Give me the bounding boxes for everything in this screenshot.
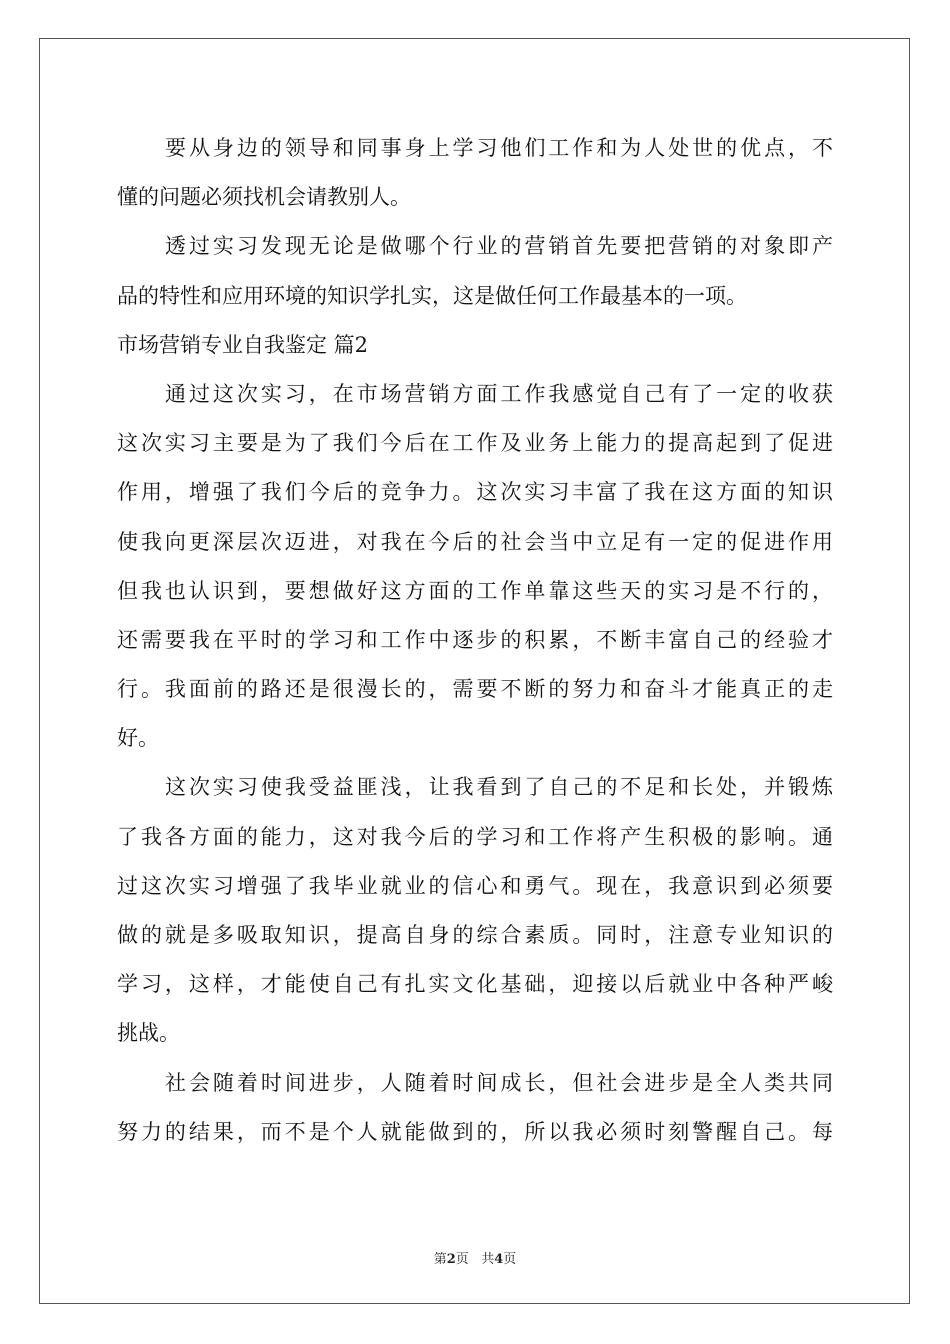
text-line: 努力的结果，而不是个人就能做到的，所以我必须时刻警醒自己。每 bbox=[117, 1119, 833, 1144]
text-line: 过这次实习增强了我毕业就业的信心和勇气。现在，我意识到必须要 bbox=[117, 873, 833, 898]
text-line: 要从身边的领导和同事身上学习他们工作和为人处世的优点，不 bbox=[165, 136, 833, 160]
page-number: 2 bbox=[446, 1252, 456, 1267]
total-suffix: 页 bbox=[503, 1252, 517, 1267]
text-line: 品的特性和应用环境的知识学扎实，这是做任何工作最基本的一项。 bbox=[117, 283, 747, 308]
page-suffix: 页 bbox=[455, 1252, 469, 1267]
text-line: 社会随着时间进步，人随着时间成长，但社会进步是全人类共同 bbox=[165, 1070, 833, 1095]
text-line: 这次实习主要是为了我们今后在工作及业务上能力的提高起到了促进 bbox=[117, 431, 833, 456]
text-line: 行。我面前的路还是很漫长的，需要不断的努力和奋斗才能真正的走 bbox=[117, 677, 833, 702]
text-line: 还需要我在平时的学习和工作中逐步的积累，不断丰富自己的经验才 bbox=[117, 627, 833, 652]
text-line: 通过这次实习，在市场营销方面工作我感觉自己有了一定的收获 bbox=[165, 381, 833, 406]
text-line: 作用，增强了我们今后的竞争力。这次实习丰富了我在这方面的知识 bbox=[117, 480, 833, 505]
text-line: 市场营销专业自我鉴定 篇2 bbox=[117, 332, 369, 357]
text-line: 做的就是多吸取知识，提高自身的综合素质。同时，注意专业知识的 bbox=[117, 923, 833, 947]
page-footer bbox=[0, 1248, 950, 1267]
text-line: 好。 bbox=[117, 726, 159, 751]
text-line: 这次实习使我受益匪浅，让我看到了自己的不足和长处，并锻炼 bbox=[165, 775, 833, 800]
total-prefix: 共 bbox=[481, 1252, 495, 1267]
text-line: 懂的问题必须找机会请教别人。 bbox=[117, 185, 411, 210]
text-line: 学习，这样，才能使自己有扎实文化基础，迎接以后就业中各种严峻 bbox=[117, 972, 833, 997]
text-line: 透过实习发现无论是做哪个行业的营销首先要把营销的对象即产 bbox=[165, 234, 833, 259]
text-line: 了我各方面的能力，这对我今后的学习和工作将产生积极的影响。通 bbox=[117, 824, 833, 849]
document-body bbox=[117, 124, 833, 1157]
text-line: 但我也认识到，要想做好这方面的工作单靠这些天的实习是不行的， bbox=[117, 578, 833, 603]
total-pages: 4 bbox=[494, 1252, 504, 1267]
page-prefix: 第 bbox=[433, 1252, 447, 1267]
text-line: 使我向更深层次迈进，对我在今后的社会当中立足有一定的促进作用 bbox=[117, 529, 833, 554]
text-line: 挑战。 bbox=[117, 1021, 180, 1046]
